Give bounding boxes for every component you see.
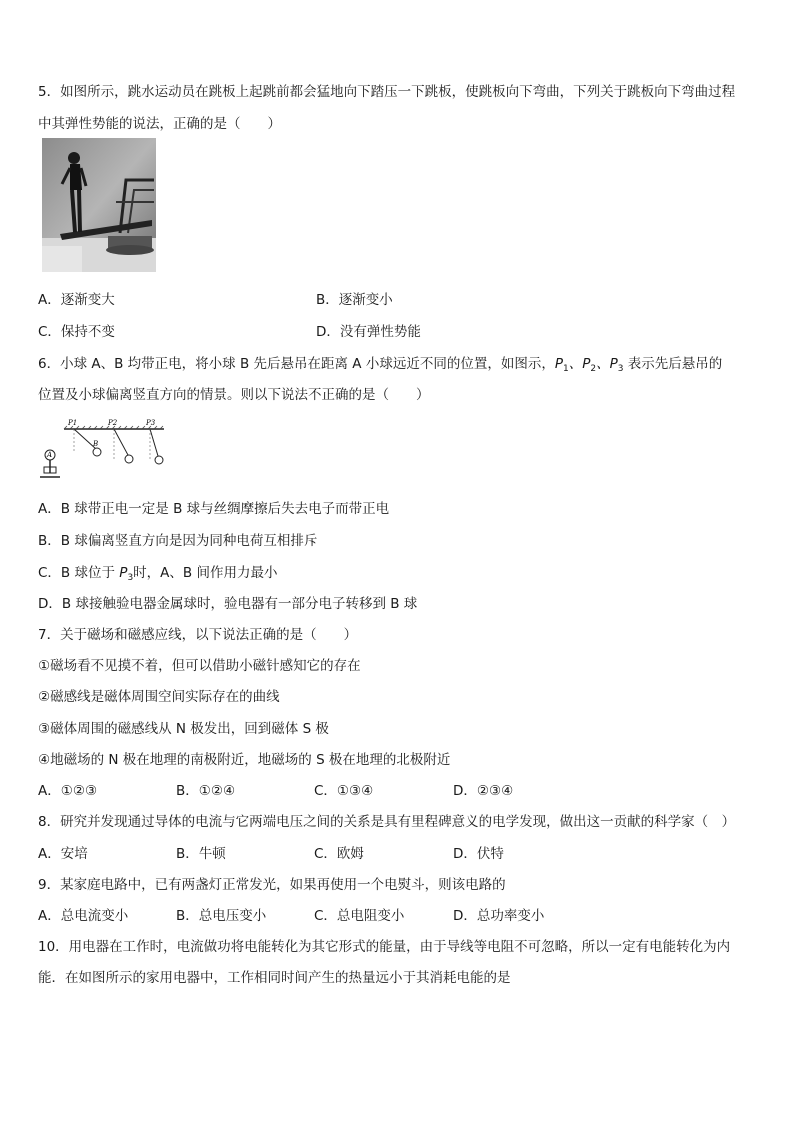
label-p3: P3 bbox=[146, 419, 156, 427]
q6-option-c-p: P bbox=[119, 565, 128, 581]
q7-option-c: C．①③④ bbox=[314, 783, 374, 799]
q6-option-c-post: 时，A、B 间作用力最小 bbox=[133, 565, 278, 581]
q5-stem-line2: 中其弹性势能的说法，正确的是（ ） bbox=[38, 116, 281, 132]
q6-option-b: B．B 球偏离竖直方向是因为同种电荷互相排斥 bbox=[38, 533, 318, 549]
q9-stem: 9．某家庭电路中，已有两盏灯正常发光，如果再使用一个电熨斗，则该电路的 bbox=[38, 877, 506, 893]
q5-option-c: C．保持不变 bbox=[38, 324, 115, 340]
q6-stem-line1-pre: 6．小球 A、B 均带正电，将小球 B 先后悬吊在距离 A 小球远近不同的位置，如图示， bbox=[38, 356, 555, 372]
q8-stem: 8．研究并发现通过导体的电流与它两端电压之间的关系是具有里程碑意义的电学发现，做出这一贡献的科学家（ ） bbox=[38, 814, 736, 830]
q9-option-b: B．总电压变小 bbox=[176, 908, 267, 924]
label-p1: P1 bbox=[68, 419, 78, 427]
q9-option-d: D．总功率变小 bbox=[453, 908, 545, 924]
q8-option-a: A．安培 bbox=[38, 846, 88, 862]
q8-option-d: D．伏特 bbox=[453, 846, 504, 862]
q8-option-c: C．欧姆 bbox=[314, 846, 364, 862]
q5-stem-line1: 5．如图所示，跳水运动员在跳板上起跳前都会猛地向下踏压一下跳板，使跳板向下弯曲，下列关于跳板向下弯曲过程 bbox=[38, 84, 736, 100]
q9-option-c: C．总电阻变小 bbox=[314, 908, 405, 924]
q6-stem-line1-post: 表示先后悬吊的 bbox=[623, 356, 723, 372]
label-p2: P2 bbox=[108, 419, 118, 427]
q6-p2-sub: 2 bbox=[590, 364, 597, 374]
q6-p1-sub: 1 bbox=[563, 364, 569, 374]
q6-p3: 、P bbox=[596, 356, 618, 372]
q6-stem-line2: 位置及小球偏离竖直方向的情景。则以下说法不正确的是（ ） bbox=[38, 387, 430, 403]
label-b: B bbox=[93, 440, 99, 448]
q6-option-c-sub: 3 bbox=[127, 573, 134, 583]
q6-p3-sub: 3 bbox=[617, 364, 624, 374]
q6-option-c bbox=[38, 564, 277, 587]
q5-option-a: A．逐渐变大 bbox=[38, 292, 115, 308]
diver-photo bbox=[42, 138, 156, 272]
q7-option-a: A．①②③ bbox=[38, 783, 98, 799]
q7-stem: 7．关于磁场和磁感应线，以下说法正确的是（ ） bbox=[38, 627, 358, 643]
q6-option-a: A．B 球带正电一定是 B 球与丝绸摩擦后失去电子而带正电 bbox=[38, 501, 390, 517]
q10-stem-line2: 能．在如图所示的家用电器中，工作相同时间产生的热量远小于其消耗电能的是 bbox=[38, 970, 511, 986]
q8-option-b: B．牛顿 bbox=[176, 846, 226, 862]
q6-stem-line1 bbox=[38, 355, 722, 378]
q7-item-1: ①磁场看不见摸不着，但可以借助小磁针感知它的存在 bbox=[38, 658, 361, 674]
q7-item-2: ②磁感线是磁体周围空间实际存在的曲线 bbox=[38, 689, 280, 705]
q9-option-a: A．总电流变小 bbox=[38, 908, 129, 924]
q7-option-d: D．②③④ bbox=[453, 783, 514, 799]
q6-p2: 、P bbox=[568, 356, 591, 372]
q5-option-b: B．逐渐变小 bbox=[316, 292, 393, 308]
charged-balls-diagram bbox=[38, 415, 170, 485]
q7-option-b: B．①②④ bbox=[176, 783, 236, 799]
q6-p1: P bbox=[554, 356, 563, 372]
q7-item-4: ④地磁场的 N 极在地理的南极附近，地磁场的 S 极在地理的北极附近 bbox=[38, 752, 451, 768]
q6-option-c-pre: C．B 球位于 bbox=[38, 565, 120, 581]
label-a: A bbox=[47, 451, 53, 459]
q10-stem-line1: 10．用电器在工作时，电流做功将电能转化为其它形式的能量，由于导线等电阻不可忽略，所以一定有电能转化为内 bbox=[38, 939, 731, 955]
q7-item-3: ③磁体周围的磁感线从 N 极发出，回到磁体 S 极 bbox=[38, 721, 329, 737]
q5-option-d: D．没有弹性势能 bbox=[316, 324, 421, 340]
q6-option-d: D．B 球接触验电器金属球时，验电器有一部分电子转移到 B 球 bbox=[38, 596, 418, 612]
